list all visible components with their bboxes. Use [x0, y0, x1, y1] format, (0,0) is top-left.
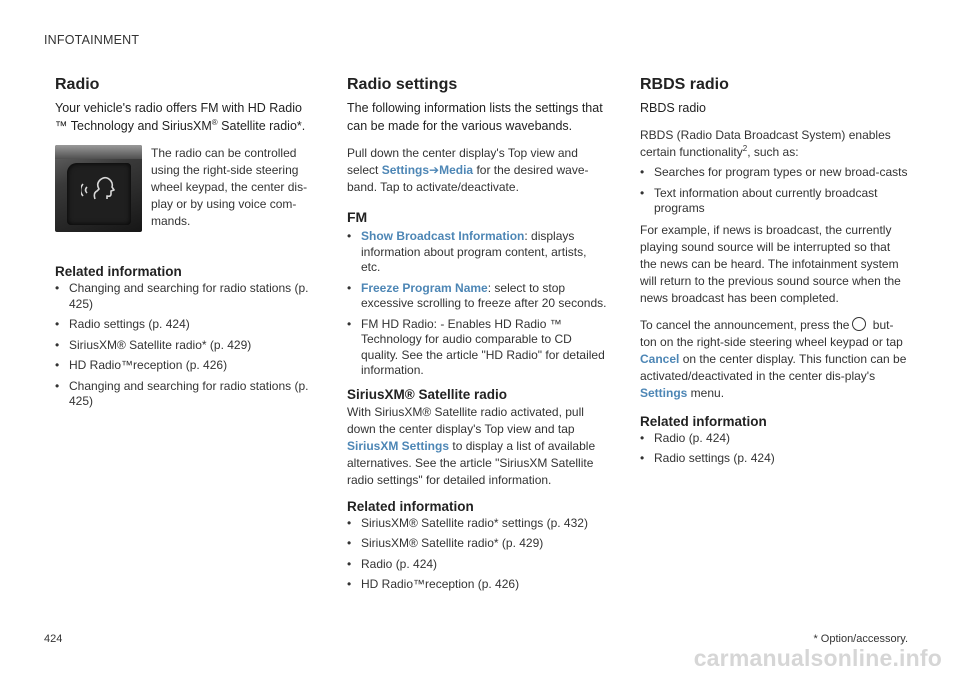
settings-link[interactable]: Settings [640, 385, 688, 400]
watermark: carmanualsonline.info [693, 645, 942, 671]
related-link[interactable]: • Changing and searching for radio stations (p. 425) [55, 281, 310, 312]
rbds-feature: • Searches for program types or new broad-casts [640, 165, 908, 181]
siriusxm-text: With SiriusXM® Satellite radio activated, pull down the center display's Top view and tap SiriusXM Settings to display a list of available alternatives. See the article "SiriusXM Satellite radio settings" for detailed information. [347, 404, 596, 487]
related-link[interactable]: • Radio settings (p. 424) [640, 451, 908, 467]
rbds-intro: RBDS (Radio Data Broadcast System) enables certain functionality$^2$, such as: [640, 128, 891, 159]
settings-link[interactable]: Settings [381, 163, 430, 177]
related-link[interactable]: • SiriusXM® Satellite radio* settings (p. 432) [347, 516, 607, 532]
related-info-title: Related information [55, 264, 182, 279]
fm-heading: FM [347, 209, 368, 225]
voice-control-icon [55, 145, 142, 232]
fm-option-freeze-program-name: • Freeze Program Name: select to stop excessive scrolling to freeze after 20 seconds. [347, 281, 607, 312]
rbds-section [640, 76, 908, 472]
rbds-subtitle: RBDS radio [640, 101, 706, 115]
section-title-rbds: RBDS radio [640, 76, 729, 93]
radio-settings-section [347, 76, 607, 598]
rbds-cancel-instructions: To cancel the announcement, press the but-ton on the right-side steering wheel keypad or tap Cancel on the center display. This function can be activated/deactivated in the center dis-play's Settings menu. [640, 317, 907, 400]
related-link[interactable]: • Radio settings (p. 424) [55, 317, 310, 333]
related-info-title: Related information [640, 413, 767, 429]
siriusxm-heading: SiriusXM® Satellite radio [347, 386, 507, 402]
rbds-features-list [640, 165, 908, 217]
arrow-icon: ➔ [429, 163, 440, 177]
fm-option-show-broadcast-info: • Show Broadcast Information: displays information about program content, artists, etc. [347, 229, 607, 276]
related-info-title: Related information [347, 498, 474, 514]
radio-section [55, 76, 310, 415]
radio-settings-instructions: Pull down the center display's Top view and select Settings➔Media for the desired wave-band. Tap to activate/deactivate. [347, 146, 589, 194]
related-info-list [55, 281, 310, 410]
related-link[interactable]: • Changing and searching for radio stations (p. 425) [55, 379, 310, 410]
fm-option-hd-radio: • FM HD Radio: - Enables HD Radio ™ Technology for audio comparable to CD quality. See the article "HD Radio" for detailed information. [347, 317, 607, 379]
siriusxm-settings-link[interactable]: SiriusXM Settings [347, 438, 450, 453]
radio-settings-lead: The following information lists the settings that can be made for the various wavebands. [347, 101, 603, 133]
radio-intro: Your vehicle's radio offers FM with HD Radio ™ Technology and SiriusXM® Satellite radio*. [55, 101, 306, 133]
footnote: * Option/accessory. [813, 633, 908, 645]
page-number: 424 [44, 633, 63, 645]
section-title-radio: Radio [55, 76, 100, 93]
media-link[interactable]: Media [439, 163, 474, 177]
related-link[interactable]: • HD Radio™reception (p. 426) [347, 577, 607, 593]
voice-control-text: The radio can be controlled using the right-side steering wheel keypad, the center dis-play or by using voice com-mands. [151, 146, 308, 228]
running-header: INFOTAINMENT [44, 33, 140, 47]
related-info-list [640, 431, 908, 467]
rbds-feature: • Text information about currently broadcast programs [640, 186, 908, 217]
rbds-example: For example, if news is broadcast, the currently playing sound source will be interrupted so that the news can be heard. The infotainment system will return to the previous sound source when the news broadcast has been completed. [640, 222, 901, 305]
related-link[interactable]: • Radio (p. 424) [640, 431, 908, 447]
related-link[interactable]: • Radio (p. 424) [347, 557, 607, 573]
related-info-list [347, 516, 607, 593]
related-link[interactable]: • SiriusXM® Satellite radio* (p. 429) [347, 536, 607, 552]
related-link[interactable]: • SiriusXM® Satellite radio* (p. 429) [55, 338, 310, 354]
cancel-link[interactable]: Cancel [640, 351, 680, 366]
voice-control-figure [55, 145, 310, 232]
related-link[interactable]: • HD Radio™reception (p. 426) [55, 358, 310, 374]
fm-options-list [347, 229, 607, 379]
section-title-radio-settings: Radio settings [347, 76, 458, 93]
steering-wheel-button-icon [852, 317, 866, 331]
